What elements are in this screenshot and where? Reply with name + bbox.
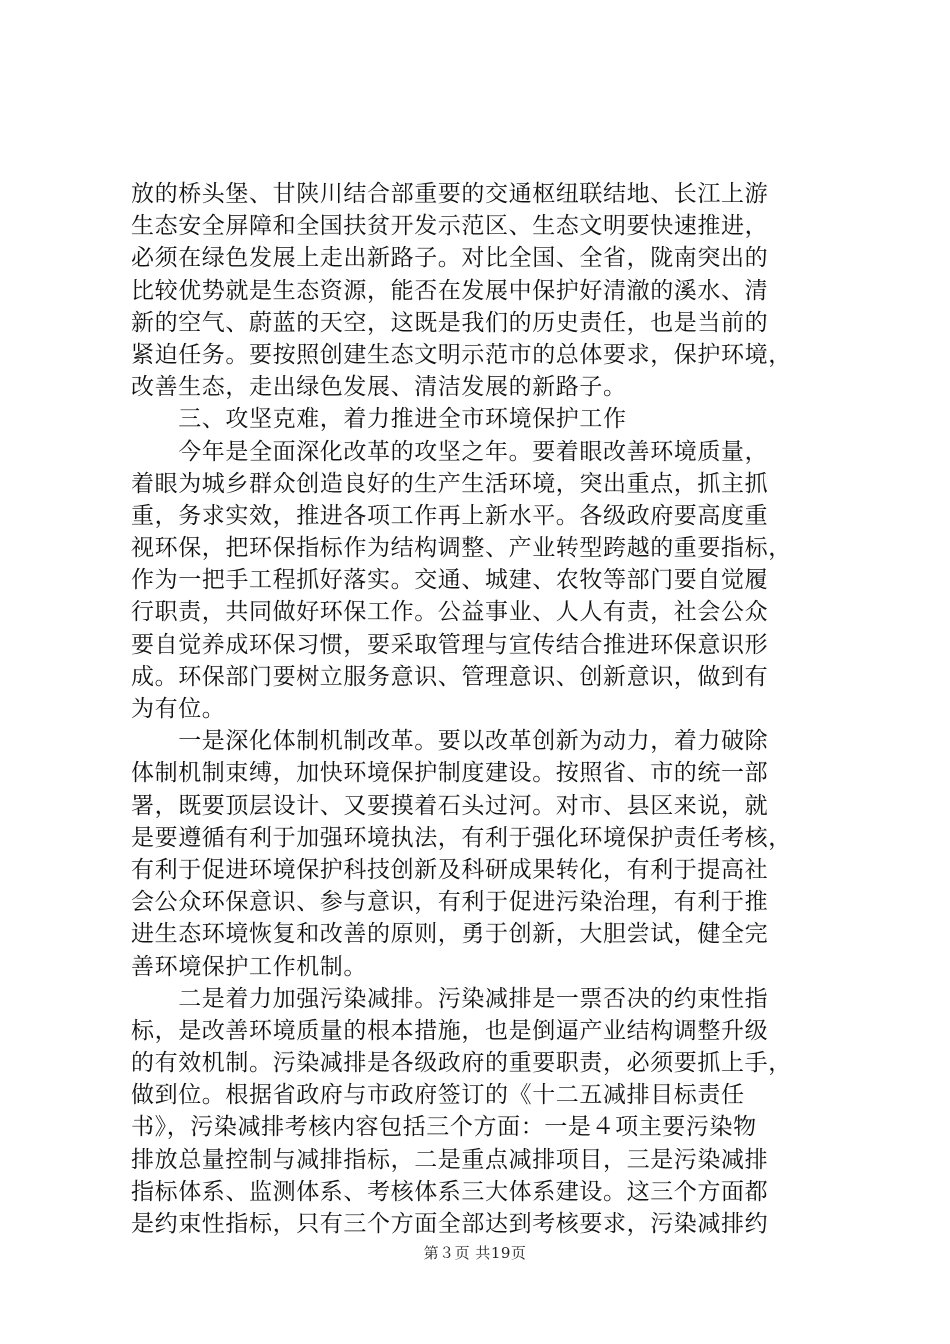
- text-line: 视环保，把环保指标作为结构调整、产业转型跨越的重要指标，: [131, 535, 792, 562]
- text-line: 有利于促进环境保护科技创新及科研成果转化，有利于提高社: [131, 856, 769, 883]
- text-line: 新的空气、蔚蓝的天空，这既是我们的历史责任，也是当前的: [131, 309, 769, 336]
- text-line: 放的桥头堡、甘陕川结合部重要的交通枢纽联结地、长江上游: [131, 181, 769, 207]
- text-line: 比较优势就是生态资源，能否在发展中保护好清澈的溪水、清: [131, 277, 769, 304]
- text-line: 一是深化体制机制改革。要以改革创新为动力，着力破除: [131, 728, 769, 755]
- text-line: 会公众环保意识、参与意识，有利于促进污染治理，有利于推: [131, 889, 769, 916]
- document-body: [131, 178, 831, 1240]
- text-line: 行职责，共同做好环保工作。公益事业、人人有责，社会公众: [131, 599, 769, 626]
- text-line: 成。环保部门要树立服务意识、管理意识、创新意识，做到有: [131, 663, 769, 690]
- text-line: 要自觉养成环保习惯，要采取管理与宣传结合推进环保意识形: [131, 631, 769, 658]
- text-line: 二是着力加强污染减排。污染减排是一票否决的约束性指: [131, 985, 769, 1012]
- text-line: 紧迫任务。要按照创建生态文明示范市的总体要求，保护环境，: [131, 341, 792, 368]
- text-line: 三、攻坚克难，着力推进全市环境保护工作: [131, 406, 627, 433]
- text-line: 体制机制束缚，加快环境保护制度建设。按照省、市的统一部: [131, 760, 769, 787]
- text-line: 排放总量控制与减排指标，二是重点减排项目，三是污染减排: [131, 1146, 769, 1173]
- text-line: 指标体系、监测体系、考核体系三大体系建设。这三个方面都: [131, 1178, 769, 1205]
- page-footer: 第３页 共19页: [423, 1244, 527, 1262]
- text-line: 进生态环境恢复和改善的原则，勇于创新，大胆尝试，健全完: [131, 921, 769, 948]
- text-line: 生态安全屏障和全国扶贫开发示范区、生态文明要快速推进，: [131, 213, 769, 240]
- text-line: 今年是全面深化改革的攻坚之年。要着眼改善环境质量，: [131, 438, 769, 465]
- text-line: 的有效机制。污染减排是各级政府的重要职责，必须要抓上手，: [131, 1050, 792, 1077]
- text-line: 书》，污染减排考核内容包括三个方面：一是４项主要污染物: [131, 1114, 757, 1141]
- text-line: 是约束性指标，只有三个方面全部达到考核要求，污染减排约: [131, 1211, 769, 1237]
- text-line: 做到位。根据省政府与市政府签订的《十二五减排目标责任: [131, 1082, 745, 1109]
- text-line: 署，既要顶层设计、又要摸着石头过河。对市、县区来说，就: [131, 792, 769, 819]
- text-line: 是要遵循有利于加强环境执法，有利于强化环境保护责任考核，: [131, 824, 792, 851]
- text-line: 改善生态，走出绿色发展、清洁发展的新路子。: [131, 374, 627, 401]
- text-line: 必须在绿色发展上走出新路子。对比全国、全省，陇南突出的: [131, 245, 769, 272]
- text-line: 作为一把手工程抓好落实。交通、城建、农牧等部门要自觉履: [131, 567, 769, 594]
- text-line: 重，务求实效，推进各项工作再上新水平。各级政府要高度重: [131, 502, 769, 529]
- text-line: 为有位。: [131, 696, 226, 722]
- text-line: 着眼为城乡群众创造良好的生产生活环境，突出重点，抓主抓: [131, 470, 769, 497]
- text-line: 善环境保护工作机制。: [131, 953, 367, 980]
- text-line: 标，是改善环境质量的根本措施，也是倒逼产业结构调整升级: [131, 1017, 769, 1044]
